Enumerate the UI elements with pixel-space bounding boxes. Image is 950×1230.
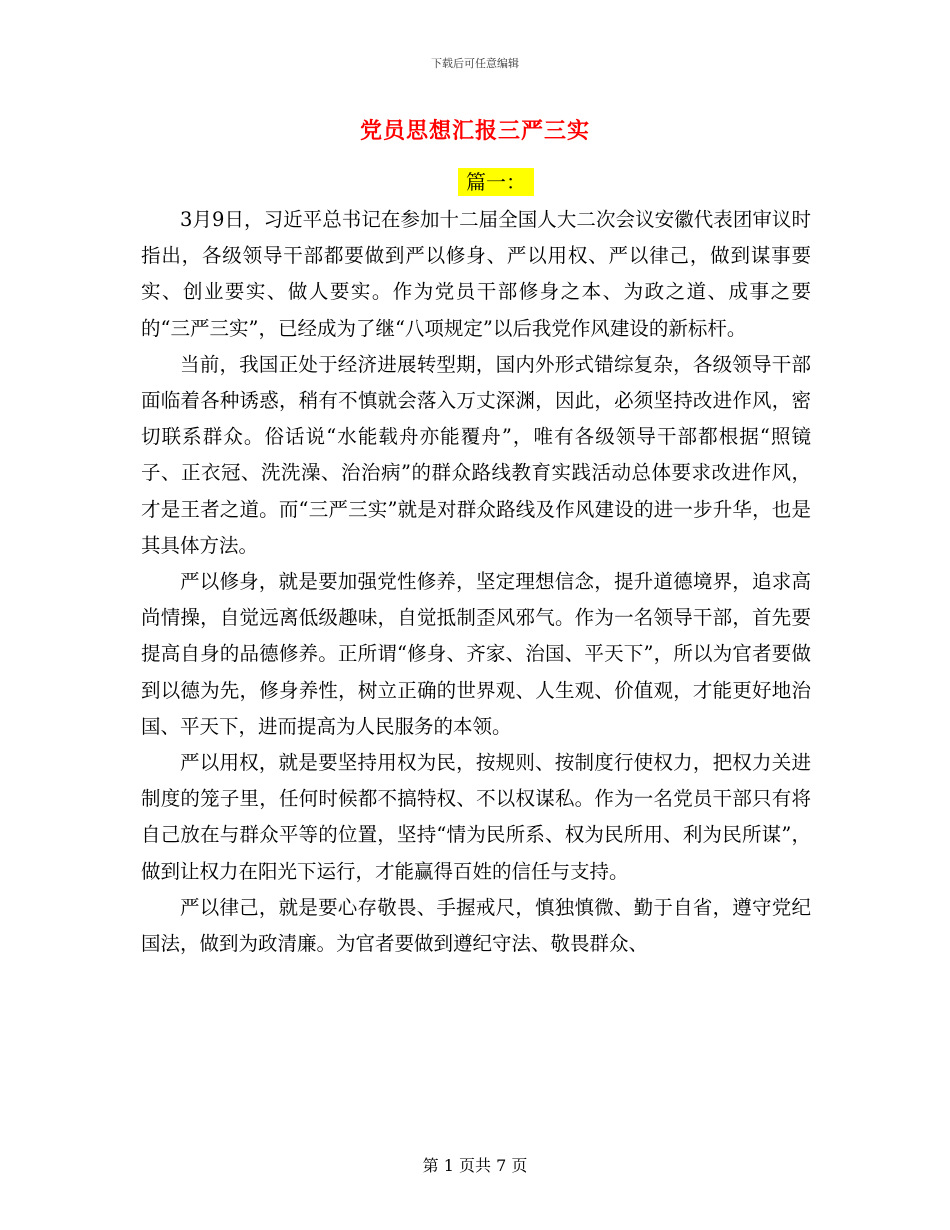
paragraph: 严以用权，就是要坚持用权为民，按规则、按制度行使权力，把权力关进制度的笼子里，任何时候都不搞特权、不以权谋私。作为一名党员干部只有将自己放在与群众平等的位置，坚持“情为民所系、权为民所用、利为民所谋”，做到让权力在阳光下运行，才能赢得百姓的信任与支持。 [141, 751, 811, 883]
section-label: 篇一： [458, 168, 534, 196]
paragraph: 严以律己，就是要心存敬畏、手握戒尺，慎独慎微、勤于自省，遵守党纪国法，做到为政清廉。为官者要做到遵纪守法、敬畏群众、 [141, 895, 811, 956]
section-heading [0, 168, 950, 196]
header-note: 下载后可任意编辑 [431, 57, 519, 70]
paragraph: 3月9日，习近平总书记在参加十二届全国人大二次会议安徽代表团审议时指出，各级领导干部都要做到严以修身、严以用权、严以律己，做到谋事要实、创业要实、做人要实。作为党员干部修身之本、为政之道、成事之要的“三严三实”，已经成为了继“八项规定”以后我党作风建设的新标杆。 [141, 208, 811, 340]
page-number: 第 1 页共 7 页 [422, 1156, 528, 1175]
document-title: 党员思想汇报三严三实 [359, 119, 590, 144]
document-body [141, 202, 811, 962]
paragraph: 当前，我国正处于经济进展转型期，国内外形式错综复杂，各级领导干部面临着各种诱惑，稍有不慎就会落入万丈深渊，因此，必须坚持改进作风，密切联系群众。俗话说“水能载舟亦能覆舟”，唯有各级领导干部都根据“照镜子、正衣冠、洗洗澡、治治病”的群众路线教育实践活动总体要求改进作风，才是王者之道。而“三严三实”就是对群众路线及作风建设的进一步升华，也是其具体方法。 [141, 352, 811, 557]
paragraph: 严以修身，就是要加强党性修养，坚定理想信念，提升道德境界，追求高尚情操，自觉远离低级趣味，自觉抵制歪风邪气。作为一名领导干部，首先要提高自身的品德修养。正所谓“修身、齐家、治国、平天下”，所以为官者要做到以德为先，修身养性，树立正确的世界观、人生观、价值观，才能更好地治国、平天下，进而提高为人民服务的本领。 [141, 570, 811, 738]
